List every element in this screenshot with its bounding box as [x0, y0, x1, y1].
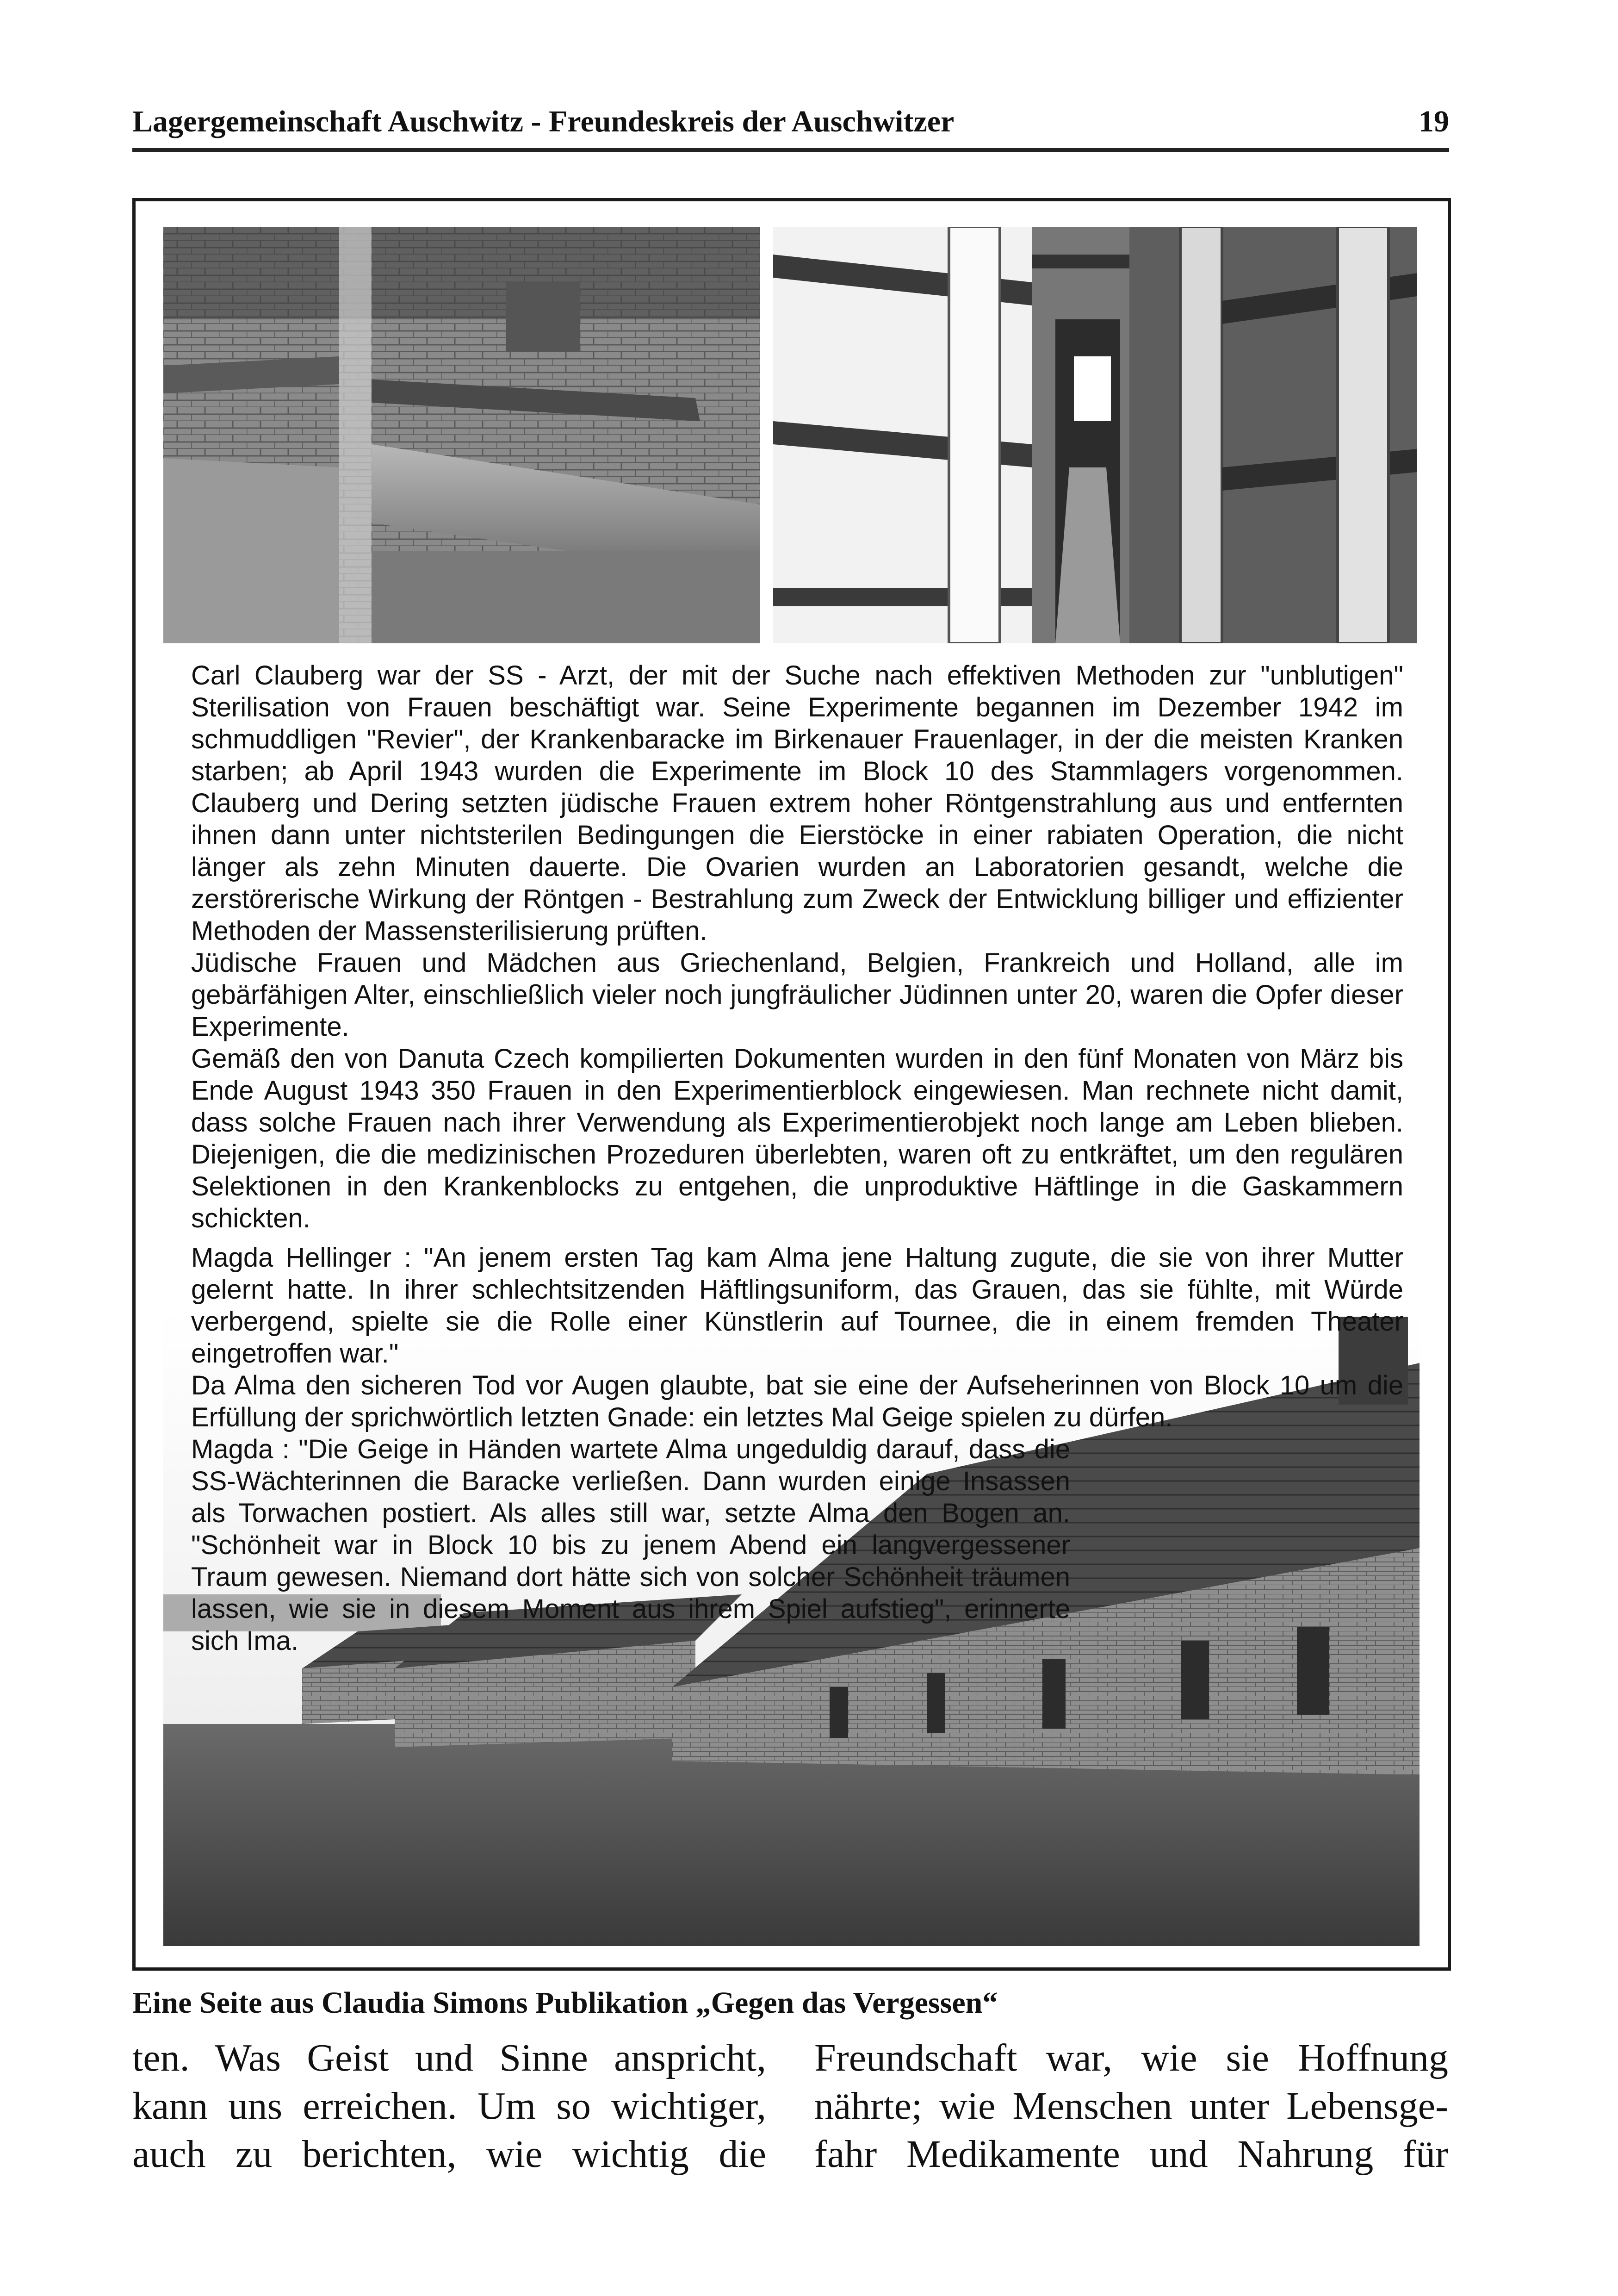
body-line: nährte; wie Menschen unter Lebensge-: [814, 2084, 1448, 2128]
body-line: kann uns erreichen. Um so wichtiger,: [132, 2084, 766, 2128]
figure-frame: [132, 198, 1451, 1971]
article-paragraph: Magda Hellinger : "An jenem ersten Tag kam Alma jene Haltung zugute, die sie von ihrer Mutter gelernt hatte. In ihrer schlechtsitzenden Häftlingsuniform, das Grauen, das sie fühlte, mit Würde verbergend, spielte sie die Rolle einer Künstlerin auf Tournee, die in einem fremden Theater eingetroffen war.": [191, 1243, 1403, 1369]
attic-bunks-photo: [163, 227, 760, 643]
body-column-left: [132, 2034, 766, 2178]
header-rule: [132, 148, 1449, 152]
article-paragraph: Carl Clauberg war der SS - Arzt, der mit der Suche nach effektiven Methoden zur "unblutigen" Sterilisation von Frauen beschäftigt war. Seine Experimente begannen im Dezember 1942 im schmuddligen "Revier", der Krankenbaracke im Birkenauer Frauenlager, in der die meisten Kranken starben; ab April 1943 wurden die Experimente im Block 10 des Stammlagers vorgenommen. Clauberg und Dering setzten jüdische Frauen extrem hoher Röntgenstrahlung aus und entfernten ihnen dann unter nichtsterilen Bedingungen die Eierstöcke in einer rabiaten Operation, die nicht länger als zehn Minuten dauerte. Die Ovarien wurden an Laboratorien gesandt, welche die zerstörerische Wirkung der Röntgen - Bestrahlung zum Zweck der Entwicklung billiger und effizienter Methoden der Massensterilisierung prüften.: [191, 660, 1403, 946]
corridor-bunks-photo: [773, 227, 1417, 643]
running-header: [132, 100, 1449, 155]
header-title: Lagergemeinschaft Auschwitz - Freundeskreis der Auschwitzer: [132, 105, 955, 138]
article-paragraph: Gemäß den von Danuta Czech kompilierten Dokumenten wurden in den fünf Monaten von März bis Ende August 1943 350 Frauen in den Experimentierblock eingewiesen. Man rechnete nicht damit, dass solche Frauen nach ihrer Verwendung als Experimentierobjekt noch lange am Leben blieben. Diejenigen, die die medizinischen Prozeduren überlebten, waren oft zu entkräftet, um den regulären Selektionen in den Krankenblocks zu entgehen, die unproduktive Häftlinge in die Gaskammern schickten.: [191, 1044, 1403, 1233]
article-paragraph: Da Alma den sicheren Tod vor Augen glaubte, bat sie eine der Aufseherinnen von Block 10 um die Erfüllung der sprichwörtlich letzten Gnade: ein letztes Mal Geige spielen zu dürfen.: [191, 1370, 1403, 1432]
article-paragraph: Jüdische Frauen und Mädchen aus Griechenland, Belgien, Frankreich und Holland, alle im gebärfähigen Alter, einschließlich vieler noch jungfräulicher Jüdinnen unter 20, waren die Opfer dieser Experimente.: [191, 948, 1403, 1042]
article-paragraph: Magda : "Die Geige in Händen wartete Alma ungeduldig darauf, dass die SS-Wächterinnen die Baracke verließen. Dann wurden einige Insassen als Torwachen postiert. Als alles still war, setzte Alma den Bogen an. "Schönheit war in Block 10 bis zu jenem Abend ein langvergessener Traum gewesen. Niemand dort hätte sich von solcher Schönheit träumen lassen, wie sie in diesem Moment aus ihrem Spiel aufstieg", erinnerte sich Ima.: [191, 1434, 1070, 1656]
figure-caption: Eine Seite aus Claudia Simons Publikation „Gegen das Vergessen“: [132, 1986, 998, 2020]
scanned-article-text: [191, 660, 1403, 1657]
page-number: 19: [1419, 105, 1449, 138]
body-line: auch zu berichten, wie wichtig die: [132, 2133, 766, 2176]
body-line: fahr Medikamente und Nahrung für: [814, 2133, 1448, 2176]
attic-bunks-illustration: [163, 227, 760, 643]
body-line: Freundschaft war, wie sie Hoffnung: [814, 2036, 1448, 2079]
body-column-right: [814, 2034, 1448, 2178]
body-line: ten. Was Geist und Sinne anspricht,: [132, 2036, 766, 2079]
corridor-bunks-illustration: [773, 227, 1417, 643]
